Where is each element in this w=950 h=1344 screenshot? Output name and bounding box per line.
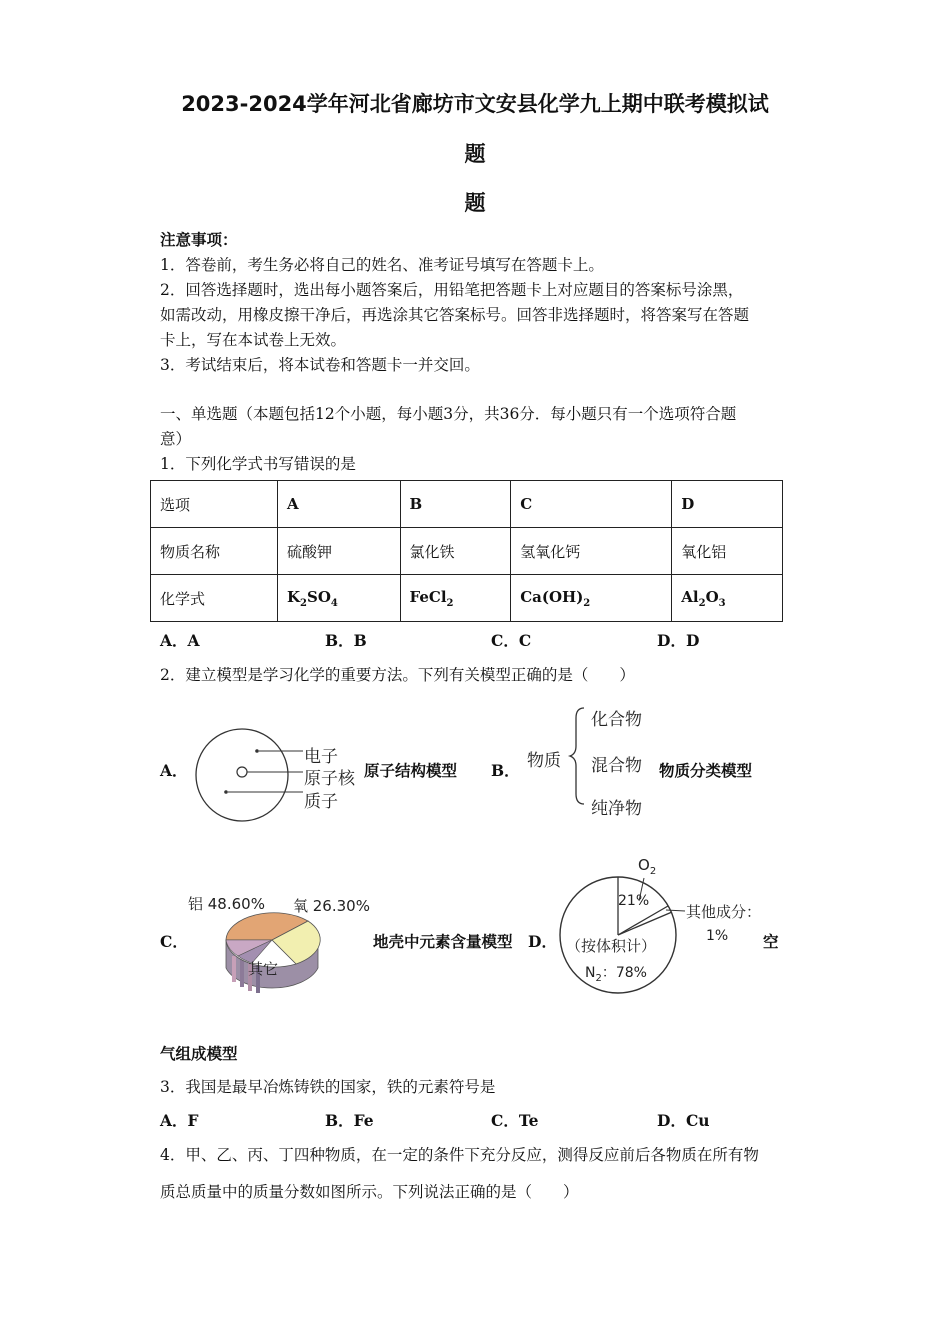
air-model-caption-part-1: 空 bbox=[763, 932, 779, 951]
table-cell: 选项 bbox=[151, 481, 278, 528]
atom-label-nucleus: 原子核 bbox=[304, 769, 355, 789]
section-heading-line-2: 意） bbox=[160, 430, 192, 448]
air-basis-note: （按体积计） bbox=[566, 937, 657, 955]
question-3-stem: 3．我国是最早冶炼铸铁的国家，铁的元素符号是 bbox=[160, 1078, 496, 1096]
question-4-stem-line-1: 4．甲、乙、丙、丁四种物质，在一定的条件下充分反应，测得反应前后各物质在所有物 bbox=[160, 1146, 759, 1164]
notice-item-1: 1．答卷前，考生务必将自己的姓名、准考证号填写在答题卡上。 bbox=[160, 256, 604, 274]
classification-brace-icon bbox=[568, 706, 588, 806]
page-title-continued: 题 bbox=[464, 142, 486, 166]
table-row bbox=[151, 575, 783, 622]
table-cell: 氢氧化钙 bbox=[511, 528, 672, 575]
question-2-option-b-letter[interactable]: B． bbox=[491, 761, 520, 780]
formula-a: $K_2SO_4$ bbox=[278, 575, 401, 622]
formula-b: FeCl$_2$ bbox=[400, 575, 511, 622]
notice-item-2-line-3: 卡上，写在本试卷上无效。 bbox=[160, 331, 347, 349]
table-cell: D bbox=[672, 481, 783, 528]
table-cell: A bbox=[278, 481, 401, 528]
table-cell: 硫酸钾 bbox=[278, 528, 401, 575]
atom-label-electron: 电子 bbox=[304, 747, 338, 767]
notice-heading: 注意事项： bbox=[160, 230, 238, 249]
table-cell: C bbox=[511, 481, 672, 528]
table-cell: 化学式 bbox=[151, 575, 278, 622]
table-row bbox=[151, 528, 783, 575]
question-1-option-b[interactable]: B．B bbox=[325, 631, 367, 650]
question-2-option-c-letter[interactable]: C． bbox=[160, 932, 188, 951]
question-1-table bbox=[150, 480, 783, 622]
classification-branch-mixture: 混合物 bbox=[591, 756, 642, 776]
atom-label-proton: 质子 bbox=[304, 792, 338, 812]
table-cell: 氯化铁 bbox=[400, 528, 511, 575]
air-pct-o2: 21% bbox=[618, 893, 650, 909]
notice-item-2-line-2: 如需改动，用橡皮擦干净后，再选涂其它答案标号。回答非选择题时，将答案写在答题 bbox=[160, 306, 750, 324]
air-label-other: 其他成分： bbox=[686, 903, 762, 921]
question-1-option-c[interactable]: C．C bbox=[491, 631, 532, 650]
question-2-stem: 2．建立模型是学习化学的重要方法。下列有关模型正确的是（ ） bbox=[160, 666, 635, 684]
formula-d: $Al_2O_3$ bbox=[672, 575, 783, 622]
question-2-option-a-letter[interactable]: A． bbox=[160, 761, 188, 780]
formula-c: $Ca(OH)_2$ bbox=[511, 575, 672, 622]
table-cell: 氧化铝 bbox=[672, 528, 783, 575]
classification-model-caption: 物质分类模型 bbox=[659, 761, 753, 780]
air-label-o2: $O_2$ bbox=[638, 856, 657, 877]
classification-branch-compound: 化合物 bbox=[591, 710, 642, 730]
section-heading-line-1: 一、单选题（本题包括12个小题，每小题3分，共36分．每小题只有一个选项符合题 bbox=[160, 405, 737, 423]
question-1-option-d[interactable]: D．D bbox=[657, 631, 700, 650]
question-1-option-a[interactable]: A．A bbox=[160, 631, 200, 650]
question-3-option-d[interactable]: D．Cu bbox=[657, 1111, 710, 1130]
question-2-option-d-letter[interactable]: D． bbox=[528, 932, 557, 951]
crust-pie-chart bbox=[222, 906, 322, 998]
table-cell: B bbox=[400, 481, 511, 528]
air-pct-other: 1% bbox=[706, 928, 729, 944]
page-title: 2023-2024学年河北省廊坊市文安县化学九上期中联考模拟试 bbox=[181, 92, 769, 116]
table-row bbox=[151, 481, 783, 528]
question-4-stem-line-2: 质总质量中的质量分数如图所示。下列说法正确的是（ ） bbox=[160, 1183, 579, 1201]
pie-label-o: 氧 26.30% bbox=[293, 897, 370, 915]
pie-label-al: 铝 48.60% bbox=[188, 895, 265, 913]
question-3-option-b[interactable]: B．Fe bbox=[325, 1111, 374, 1130]
classification-branch-pure: 纯净物 bbox=[591, 799, 642, 819]
atom-model-diagram bbox=[195, 733, 305, 818]
notice-item-3: 3．考试结束后，将本试卷和答题卡一并交回。 bbox=[160, 356, 480, 374]
table-cell: 物质名称 bbox=[151, 528, 278, 575]
page-subtitle: 题 bbox=[464, 191, 486, 215]
atom-model-caption: 原子结构模型 bbox=[364, 761, 458, 780]
question-3-option-a[interactable]: A．F bbox=[160, 1111, 199, 1130]
air-label-n2: $N_2$：78% bbox=[585, 965, 647, 984]
pie-label-other: 其它 bbox=[248, 960, 279, 978]
crust-model-caption: 地壳中元素含量模型 bbox=[373, 932, 513, 951]
question-1-stem: 1．下列化学式书写错误的是 bbox=[160, 455, 356, 473]
notice-item-2-line-1: 2．回答选择题时，选出每小题答案后，用铅笔把答题卡上对应题目的答案标号涂黑， bbox=[160, 281, 744, 299]
question-3-option-c[interactable]: C．Te bbox=[491, 1111, 539, 1130]
classification-root: 物质 bbox=[527, 751, 561, 771]
air-model-caption-part-2: 气组成模型 bbox=[160, 1044, 238, 1063]
